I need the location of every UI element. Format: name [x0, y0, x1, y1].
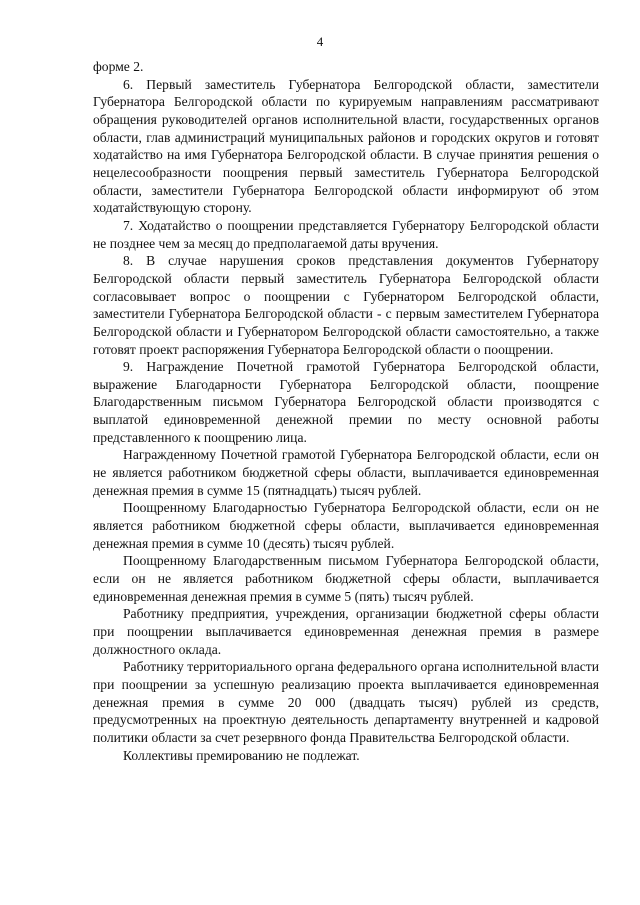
page-number: 4 [316, 34, 324, 49]
paragraph-item-6: 6. Первый заместитель Губернатора Белгородской области, заместители Губернатора Белгородской области по курируемым направлениям рассматривают обращения руководителей органов исполнительной власти, государственных органов области, глав администраций муниципальных районов и городских округов и готовят ходатайство на имя Губернатора Белгородской области. В случае принятия решения о нецелесообразности поощрения первый заместитель Губернатора Белгородской области, заместители Губернатора Белгородской области информируют об этом ходатайствующую сторону. [93, 76, 599, 216]
paragraph-premium-letter: Поощренному Благодарственным письмом Губернатора Белгородской области, если он не является работником бюджетной сферы области, выплачивается единовременная денежная премия в сумме 5 (пять) тысяч рублей. [93, 553, 599, 604]
paragraph-item-9: 9. Награждение Почетной грамотой Губернатора Белгородской области, выражение Благодарности Губернатора Белгородской области, поощрение Благодарственным письмом Губернатора Белгородской области производятся с выплатой единовременной денежной премии по месту основной работы представленного к поощрению лица. [93, 359, 599, 445]
paragraph-continuation: форме 2. [93, 59, 144, 74]
paragraph-premium-certificate: Награжденному Почетной грамотой Губернатора Белгородской области, если он не является работником бюджетной сферы области, выплачивается единовременная денежная премия в сумме 15 (пятнадцать) тысяч рублей. [93, 447, 599, 498]
paragraph-item-7: 7. Ходатайство о поощрении представляется Губернатору Белгородской области не позднее чем за месяц до предполагаемой даты вручения. [93, 217, 599, 251]
paragraph-item-8: 8. В случае нарушения сроков представления документов Губернатору Белгородской области первый заместитель Губернатора Белгородской области согласовывает вопрос о поощрении с Губернатором Белгородской области, заместители Губернатора Белгородской области - с первым заместителем Губернатора Белгородской области и Губернатором Белгородской области самостоятельно, а также готовят проект распоряжения Губернатора Белгородской области о поощрении. [93, 253, 599, 357]
document-body [93, 58, 599, 764]
paragraph-premium-gratitude: Поощренному Благодарностью Губернатора Белгородской области, если он не является работником бюджетной сферы области, выплачивается единовременная денежная премия в сумме 10 (десять) тысяч рублей. [93, 500, 599, 551]
paragraph-budget-worker: Работнику предприятия, учреждения, организации бюджетной сферы области при поощрении выплачивается единовременная денежная премия в размере должностного оклада. [93, 606, 599, 657]
paragraph-federal-worker: Работнику территориального органа федерального органа исполнительной власти при поощрении за успешную реализацию проекта выплачивается единовременная денежная премия в сумме 20 000 (двадцать тысяч) рублей из средств, предусмотренных на проектную деятельность департаменту внутренней и кадровой политики области за счет резервного фонда Правительства Белгородской области. [93, 659, 599, 745]
paragraph-collectives: Коллективы премированию не подлежат. [123, 747, 360, 763]
